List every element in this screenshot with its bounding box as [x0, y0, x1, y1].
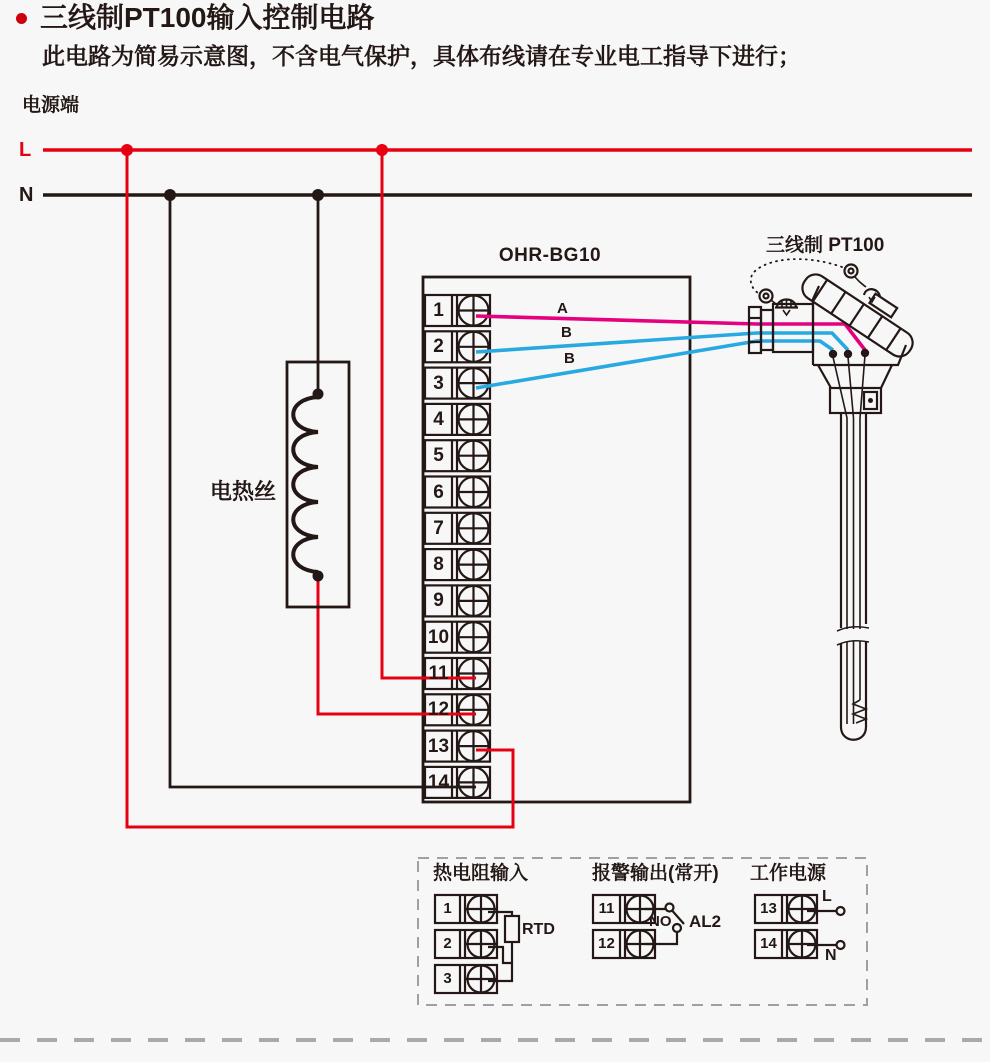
terminal-number: 3 [443, 970, 452, 987]
terminal-number: 13 [427, 735, 450, 757]
terminal-number: 3 [433, 372, 444, 394]
pt100-sensor [749, 257, 926, 739]
terminal-number: 12 [598, 935, 615, 952]
terminal-number: 6 [433, 481, 444, 503]
terminal-number: 1 [433, 300, 444, 321]
alarm-al2-label: AL2 [689, 912, 722, 931]
junction-dots [121, 144, 388, 201]
terminal-number: 11 [428, 663, 449, 684]
l-line-label: L [19, 139, 32, 161]
head-chain-screw-icon [760, 290, 773, 303]
controller-label: OHR-BG10 [498, 245, 602, 266]
power-terminal-label: 电源端 [22, 95, 80, 116]
terminal-number: 5 [433, 445, 444, 467]
wire-label-b2: B [564, 350, 575, 367]
heater-element [287, 362, 349, 607]
terminal-number: 13 [760, 900, 777, 917]
terminal-number: 11 [598, 900, 615, 917]
relay-lever-icon [673, 911, 685, 924]
page-subtitle: 此电路为简易示意图，不含电气保护，具体布线请在专业电工指导下进行； [42, 43, 801, 69]
terminal-number: 2 [443, 935, 452, 952]
terminal-number: 14 [427, 771, 450, 793]
power-terminal-pin-icon [837, 941, 845, 949]
terminal-number: 12 [427, 699, 450, 721]
legend-l-label: L [822, 888, 832, 905]
terminal-number: 2 [433, 336, 444, 358]
relay-contact-icon [666, 904, 674, 912]
heater-label: 电热丝 [210, 479, 277, 504]
cap-chain-screw-icon [845, 265, 858, 278]
power-rails [43, 150, 972, 195]
title-bullet-icon [16, 13, 27, 24]
legend-power-title: 工作电源 [750, 863, 827, 884]
terminal-number: 14 [760, 935, 777, 952]
terminal-number: 1 [443, 900, 452, 917]
legend-alarm-title: 报警输出(常开) [592, 863, 719, 884]
n-line-label: N [19, 184, 34, 206]
rtd-component-label: RTD [522, 921, 555, 938]
legend-rtd-title: 热电阻输入 [433, 863, 529, 884]
terminal-number: 10 [427, 626, 450, 648]
terminal-number: 4 [433, 408, 444, 430]
wire-label-b1: B [561, 324, 572, 341]
rtd-resistor-icon [505, 916, 519, 942]
power-terminal-pin-icon [837, 907, 845, 915]
terminal-number: 8 [433, 554, 444, 576]
relay-contact-icon [673, 924, 681, 932]
wire-label-a: A [557, 300, 568, 317]
alarm-no-label: NO [649, 913, 672, 930]
legend-n-label: N [825, 947, 837, 964]
legend-power-wiring [807, 907, 845, 949]
terminal-number: 9 [433, 590, 444, 612]
sensor-label: 三线制 PT100 [766, 235, 885, 256]
page-title: 三线制PT100输入控制电路 [40, 2, 375, 33]
terminal-number: 7 [433, 517, 444, 539]
